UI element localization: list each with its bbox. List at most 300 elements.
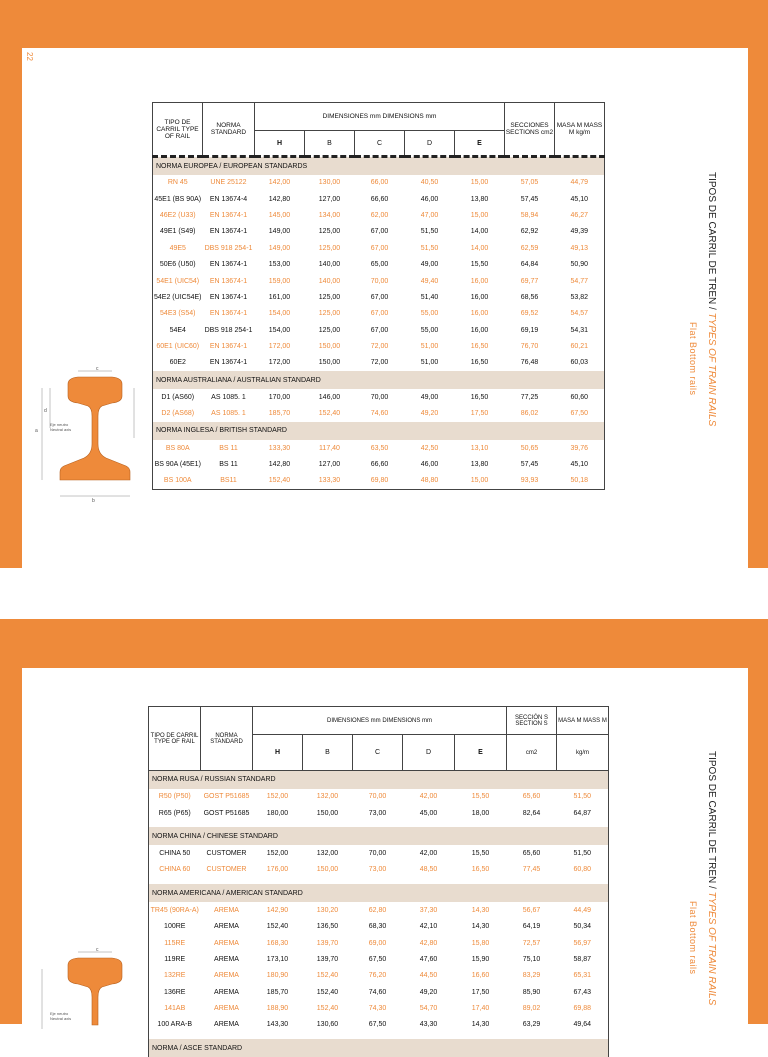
dim-d-cell: 54,70	[419, 1005, 438, 1013]
rail-type-cell: 136RE	[149, 984, 201, 1000]
top-orange-band	[0, 0, 768, 48]
dim-e-cell: 15,80	[471, 939, 490, 947]
mass-cell: 60,21	[555, 338, 605, 354]
mass-cell: 46,27	[555, 207, 605, 223]
dim-b-cell: 127,00	[318, 461, 341, 469]
table-row	[153, 207, 605, 223]
dim-e-cell: 18,00	[471, 809, 490, 817]
dim-c-cell: 62,00	[370, 211, 389, 219]
section-header-row	[153, 371, 605, 389]
rail-type-cell: D2 (AS68)	[153, 406, 203, 422]
rail-type-cell: 50E6 (U50)	[153, 256, 203, 272]
dim-e-cell: 17,40	[471, 1005, 490, 1013]
dim-c-cell: 66,60	[370, 195, 389, 203]
table-row	[153, 440, 605, 456]
standard-cell: AREMA	[214, 906, 239, 914]
dim-e-cell: 14,30	[471, 1021, 490, 1029]
section-area-cell: 58,94	[520, 211, 539, 219]
dim-d-cell: 49,20	[419, 988, 438, 996]
dim-c-cell: 67,50	[368, 1021, 387, 1029]
rail-type-cell: 60E1 (UIC60)	[153, 338, 203, 354]
dim-c-cell: 70,00	[370, 393, 389, 401]
section-title: NORMA AUSTRALIANA / AUSTRALIAN STANDARD	[153, 371, 605, 389]
mass-cell: 67,50	[555, 406, 605, 422]
dim-c-cell: 69,00	[368, 939, 387, 947]
header-col-b: B	[303, 735, 353, 771]
section-area-cell: 63,29	[522, 1021, 541, 1029]
table-row	[149, 845, 609, 861]
mass-cell: 69,88	[557, 1000, 609, 1016]
dim-h-cell: 152,40	[266, 923, 289, 931]
dim-h-cell: 142,90	[266, 906, 289, 914]
dim-c-cell: 74,60	[370, 410, 389, 418]
dim-d-cell: 42,00	[419, 793, 438, 801]
dim-b-cell: 125,00	[318, 326, 341, 334]
table-row	[153, 224, 605, 240]
left-orange-band	[0, 619, 22, 1024]
mass-cell: 45,10	[555, 191, 605, 207]
dim-h-cell: 176,00	[266, 866, 289, 874]
rail-type-cell: BS 100A	[153, 473, 203, 489]
mass-cell: 53,82	[555, 289, 605, 305]
standard-cell: CUSTOMER	[206, 866, 247, 874]
rail-type-cell: 54E1 (UIC54)	[153, 273, 203, 289]
header-secciones: SECCIÓN S SECTION S	[507, 707, 557, 735]
section-area-cell: 76,70	[520, 343, 539, 351]
section-area-cell: 69,19	[520, 326, 539, 334]
header-col-h: H	[255, 131, 305, 157]
left-orange-band	[0, 0, 22, 568]
dim-h-cell: 142,80	[268, 195, 291, 203]
dim-c-cell: 69,80	[355, 473, 405, 489]
dim-d-cell: 42,80	[419, 939, 438, 947]
dim-h-cell: 154,00	[268, 310, 291, 318]
section-area-cell: 77,45	[522, 866, 541, 874]
table-row	[153, 473, 605, 489]
header-norma: NORMA STANDARD	[201, 707, 253, 771]
standard-cell: UNE 25122	[210, 179, 247, 187]
dim-h-cell: 143,30	[266, 1021, 289, 1029]
section-header-row	[149, 1039, 609, 1057]
rail-type-cell: RN 45	[153, 175, 203, 191]
dim-d-cell: 49,20	[420, 410, 439, 418]
rail-type-cell: BS 80A	[153, 440, 203, 456]
mass-cell: 60,03	[555, 355, 605, 371]
dim-b-cell: 133,30	[305, 473, 355, 489]
table-row	[149, 935, 609, 951]
svg-text:b: b	[92, 498, 95, 504]
title-italic: TYPES OF TRAIN RAILS	[706, 312, 717, 427]
dim-c-cell: 67,00	[370, 326, 389, 334]
mass-cell: 54,31	[555, 322, 605, 338]
page-number: 22	[25, 52, 34, 61]
mass-cell: 50,90	[555, 256, 605, 272]
rail-type-cell: 119RE	[149, 951, 201, 967]
table-row	[153, 322, 605, 338]
rail-profile-diagram	[30, 368, 150, 508]
mass-cell: 39,76	[555, 440, 605, 456]
rail-type-cell: R65 (P65)	[149, 805, 201, 821]
rail-type-cell: 46E2 (U33)	[153, 207, 203, 223]
dim-b-cell: 139,70	[316, 955, 339, 963]
dim-e-cell: 13,80	[470, 195, 489, 203]
svg-text:a: a	[35, 428, 38, 434]
rail-table-2	[148, 706, 609, 1057]
header-sec-unit: cm2	[507, 735, 557, 771]
table-row	[153, 256, 605, 272]
section-area-cell: 86,02	[520, 410, 539, 418]
mass-cell: 64,87	[557, 805, 609, 821]
table-row	[149, 1000, 609, 1016]
dim-e-cell: 16,50	[470, 359, 489, 367]
dim-d-cell: 42,50	[420, 444, 439, 452]
mass-cell: 56,97	[557, 935, 609, 951]
header-col-c: C	[353, 735, 403, 771]
table-row	[149, 805, 609, 821]
table-row	[153, 406, 605, 422]
table-row	[153, 338, 605, 354]
dim-e-cell: 17,50	[471, 988, 490, 996]
header-col-b: B	[305, 131, 355, 157]
table-row	[149, 968, 609, 984]
standard-cell: EN 13674-1	[209, 261, 248, 269]
rail-type-cell: CHINA 60	[149, 862, 201, 878]
rail-type-cell: D1 (AS60)	[153, 389, 203, 405]
svg-text:Eje neutro: Eje neutro	[50, 1011, 69, 1016]
dim-d-cell: 48,50	[419, 866, 438, 874]
rail-type-cell: 54E2 (UIC54E)	[153, 289, 203, 305]
dim-h-cell: 172,00	[268, 343, 291, 351]
table-row	[149, 862, 609, 878]
mass-cell: 51,50	[557, 789, 609, 805]
section-area-cell: 83,29	[522, 972, 541, 980]
dim-c-cell: 73,00	[368, 809, 387, 817]
rail-profile-diagram	[30, 949, 150, 1029]
title-main: TIPOS DE CARRIL DE TREN /	[706, 751, 717, 892]
mass-cell: 67,43	[557, 984, 609, 1000]
mass-cell: 50,18	[555, 473, 605, 489]
dim-c-cell: 70,00	[368, 849, 387, 857]
title-main: TIPOS DE CARRIL DE TREN /	[706, 172, 717, 313]
standard-cell: GOST P51685	[203, 809, 250, 817]
dim-e-cell: 14,30	[471, 923, 490, 931]
dim-b-cell: 132,00	[316, 849, 339, 857]
dim-d-cell: 44,50	[419, 972, 438, 980]
standard-cell: DBS 918 254-1	[204, 326, 253, 334]
standard-cell: AREMA	[214, 955, 239, 963]
rail-type-cell: 132RE	[149, 968, 201, 984]
svg-text:c: c	[96, 366, 99, 372]
section-header-row	[149, 827, 609, 845]
standard-cell: EN 13674-4	[209, 195, 248, 203]
section-header-row	[149, 771, 609, 789]
dim-e-cell: 14,00	[470, 244, 489, 252]
dim-h-cell: 170,00	[268, 393, 291, 401]
standard-cell: AREMA	[214, 939, 239, 947]
header-secciones: SECCIONES SECTIONS cm2	[505, 103, 555, 157]
dim-e-cell: 17,50	[470, 410, 489, 418]
dim-h-cell: 142,00	[268, 179, 291, 187]
table-row	[149, 951, 609, 967]
dim-d-cell: 48,80	[405, 473, 455, 489]
standard-cell: AREMA	[214, 923, 239, 931]
dim-h-cell: 133,30	[268, 444, 291, 452]
section-title: NORMA EUROPEA / EUROPEAN STANDARDS	[153, 157, 605, 175]
dim-h-cell: 152,00	[266, 793, 289, 801]
dim-c-cell: 68,30	[368, 923, 387, 931]
dim-e-cell: 16,00	[470, 310, 489, 318]
dim-e-cell: 15,00	[455, 473, 505, 489]
dim-h-cell: 142,80	[268, 461, 291, 469]
standard-cell: BS 11	[219, 461, 238, 469]
rail-type-cell: R50 (P50)	[149, 789, 201, 805]
dim-b-cell: 152,40	[316, 1005, 339, 1013]
page-title	[706, 751, 717, 1005]
dim-e-cell: 16,50	[470, 343, 489, 351]
section-area-cell: 76,48	[520, 359, 539, 367]
dim-d-cell: 45,00	[419, 809, 438, 817]
dim-b-cell: 150,00	[318, 343, 341, 351]
standard-cell: AREMA	[214, 972, 239, 980]
dim-e-cell: 16,50	[470, 393, 489, 401]
dim-d-cell: 37,30	[419, 906, 438, 914]
header-col-e: E	[455, 131, 505, 157]
dim-b-cell: 130,20	[316, 906, 339, 914]
dim-h-cell: 185,70	[266, 988, 289, 996]
dim-h-cell: 153,00	[268, 261, 291, 269]
dim-c-cell: 70,00	[370, 277, 389, 285]
header-col-c: C	[355, 131, 405, 157]
rail-type-cell: 49E1 (S49)	[153, 224, 203, 240]
dim-e-cell: 15,90	[471, 955, 490, 963]
dim-e-cell: 13,80	[470, 461, 489, 469]
header-col-d: D	[403, 735, 455, 771]
section-area-cell: 68,56	[520, 293, 539, 301]
section-title: NORMA CHINA / CHINESE STANDARD	[149, 827, 609, 845]
header-dimensiones: DIMENSIONES mm DIMENSIONS mm	[255, 103, 505, 131]
table-row	[153, 355, 605, 371]
page-title	[706, 172, 717, 426]
dim-e-cell: 13,10	[470, 444, 489, 452]
dim-e-cell: 15,50	[470, 261, 489, 269]
table-row	[153, 289, 605, 305]
standard-cell: EN 13674-1	[209, 211, 248, 219]
table-row	[153, 456, 605, 472]
dim-d-cell: 51,00	[420, 343, 439, 351]
standard-cell: EN 13674-1	[209, 293, 248, 301]
standard-cell: DBS 918 254-1	[204, 244, 253, 252]
dim-h-cell: 152,00	[266, 849, 289, 857]
mass-cell: 44,79	[555, 175, 605, 191]
dim-d-cell: 43,30	[419, 1021, 438, 1029]
section-area-cell: 77,25	[520, 393, 539, 401]
dim-h-cell: 161,00	[268, 293, 291, 301]
mass-cell: 65,31	[557, 968, 609, 984]
dim-b-cell: 140,00	[318, 277, 341, 285]
dim-b-cell: 152,40	[316, 988, 339, 996]
dim-d-cell: 47,60	[419, 955, 438, 963]
mass-cell: 58,87	[557, 951, 609, 967]
dim-h-cell: 159,00	[268, 277, 291, 285]
mass-cell: 49,39	[555, 224, 605, 240]
right-orange-band	[748, 619, 768, 1024]
dim-d-cell: 46,00	[420, 195, 439, 203]
dim-b-cell: 127,00	[318, 195, 341, 203]
table-row	[149, 918, 609, 934]
dim-e-cell: 15,00	[470, 211, 489, 219]
header-masa-unit: kg/m	[557, 735, 609, 771]
dim-b-cell: 125,00	[318, 244, 341, 252]
standard-cell: EN 13674-1	[209, 343, 248, 351]
standard-cell: AREMA	[214, 1005, 239, 1013]
dim-h-cell: 152,40	[255, 473, 305, 489]
dim-h-cell: 149,00	[268, 228, 291, 236]
table-row	[153, 240, 605, 256]
dim-b-cell: 117,40	[319, 444, 340, 452]
mass-cell: 50,34	[557, 918, 609, 934]
dim-d-cell: 40,50	[420, 179, 439, 187]
section-area-cell: 57,45	[520, 461, 539, 469]
dim-c-cell: 67,00	[370, 310, 389, 318]
mass-cell: 49,13	[555, 240, 605, 256]
dim-d-cell: 46,00	[420, 461, 439, 469]
section-header-row	[149, 884, 609, 902]
dim-e-cell: 16,60	[471, 972, 490, 980]
standard-cell: CUSTOMER	[206, 849, 247, 857]
mass-cell: 45,10	[555, 456, 605, 472]
header-norma: NORMA STANDARD	[203, 103, 255, 157]
dim-b-cell: 130,00	[318, 179, 341, 187]
standard-cell: BS11	[203, 473, 255, 489]
svg-text:c: c	[96, 947, 99, 953]
header-masa: MASA M MASS M kg/m	[555, 103, 605, 157]
table-row	[153, 389, 605, 405]
section-area-cell: 89,02	[522, 1005, 541, 1013]
dim-b-cell: 146,00	[318, 393, 341, 401]
dim-e-cell: 14,00	[470, 228, 489, 236]
section-area-cell: 64,19	[522, 923, 541, 931]
right-orange-band	[748, 0, 768, 568]
dim-b-cell: 125,00	[318, 293, 341, 301]
dim-c-cell: 63,50	[370, 444, 389, 452]
dim-c-cell: 66,60	[370, 461, 389, 469]
mass-cell: 54,57	[555, 306, 605, 322]
dim-b-cell: 152,40	[318, 410, 341, 418]
table-row	[153, 273, 605, 289]
svg-text:d: d	[44, 408, 47, 414]
section-area-cell: 93,93	[505, 473, 555, 489]
dim-d-cell: 49,00	[420, 261, 439, 269]
standard-cell: EN 13674-1	[209, 277, 248, 285]
section-title: NORMA / ASCE STANDARD	[149, 1039, 609, 1057]
mass-cell: 60,80	[557, 862, 609, 878]
section-area-cell: 62,92	[520, 228, 539, 236]
dim-b-cell: 150,00	[316, 809, 339, 817]
section-area-cell: 65,60	[522, 793, 541, 801]
dim-b-cell: 150,00	[316, 866, 339, 874]
dim-d-cell: 51,50	[420, 244, 439, 252]
catalog-page-2	[0, 619, 768, 1052]
dim-d-cell: 51,40	[420, 293, 439, 301]
section-area-cell: 62,59	[520, 244, 539, 252]
dim-c-cell: 62,80	[368, 906, 387, 914]
standard-cell: EN 13674-1	[209, 228, 248, 236]
standard-cell: AREMA	[214, 1021, 239, 1029]
section-area-cell: 50,65	[520, 444, 539, 452]
svg-text:Neutral axis: Neutral axis	[50, 1016, 72, 1021]
svg-text:Neutral axis: Neutral axis	[50, 427, 72, 432]
dim-b-cell: 152,40	[316, 972, 339, 980]
section-area-cell: 65,60	[522, 849, 541, 857]
dim-c-cell: 72,00	[370, 359, 389, 367]
rail-type-cell: BS 90A (45E1)	[153, 456, 203, 472]
section-header-row	[153, 422, 605, 440]
dim-c-cell: 67,00	[370, 244, 389, 252]
rail-type-cell: TR45 (90RA-A)	[149, 902, 201, 918]
rail-type-cell: 45E1 (BS 90A)	[153, 191, 203, 207]
dim-h-cell: 180,00	[266, 809, 289, 817]
dim-e-cell: 15,50	[471, 793, 490, 801]
section-area-cell: 64,84	[520, 261, 539, 269]
dim-d-cell: 49,00	[420, 393, 439, 401]
header-tipo: TIPO DE CARRIL TYPE OF RAIL	[153, 103, 203, 157]
dim-c-cell: 74,60	[368, 988, 387, 996]
table-row	[153, 175, 605, 191]
dim-c-cell: 76,20	[368, 972, 387, 980]
dim-c-cell: 67,50	[368, 955, 387, 963]
dim-d-cell: 49,40	[420, 277, 439, 285]
section-area-cell: 72,57	[522, 939, 541, 947]
standard-cell: AS 1085. 1	[211, 393, 246, 401]
rail-type-cell: 141AB	[149, 1000, 201, 1016]
standard-cell: AS 1085. 1	[211, 410, 246, 418]
dim-d-cell: 42,10	[419, 923, 438, 931]
section-area-cell: 85,90	[522, 988, 541, 996]
section-title: NORMA RUSA / RUSSIAN STANDARD	[149, 771, 609, 789]
header-col-d: D	[405, 131, 455, 157]
section-area-cell: 75,10	[522, 955, 541, 963]
dim-b-cell: 130,60	[316, 1021, 339, 1029]
dim-h-cell: 172,00	[268, 359, 291, 367]
dim-h-cell: 173,10	[266, 955, 289, 963]
section-title: NORMA AMERICANA / AMERICAN STANDARD	[149, 884, 609, 902]
dim-b-cell: 125,00	[318, 310, 341, 318]
table-row	[149, 1017, 609, 1033]
rail-type-cell: 100RE	[149, 918, 201, 934]
title-italic: TYPES OF TRAIN RAILS	[706, 891, 717, 1006]
dim-c-cell: 70,00	[368, 793, 387, 801]
dim-d-cell: 47,00	[420, 211, 439, 219]
dim-b-cell: 132,00	[316, 793, 339, 801]
dim-d-cell: 55,00	[420, 326, 439, 334]
standard-cell: GOST P51685	[203, 793, 250, 801]
dim-h-cell: 145,00	[268, 211, 291, 219]
dim-e-cell: 14,30	[471, 906, 490, 914]
dim-h-cell: 149,00	[268, 244, 291, 252]
mass-cell: 49,64	[557, 1017, 609, 1033]
dim-e-cell: 16,00	[470, 293, 489, 301]
standard-cell: EN 13674-1	[209, 359, 248, 367]
dim-h-cell: 168,30	[266, 939, 289, 947]
header-col-h: H	[253, 735, 303, 771]
dim-b-cell: 125,00	[318, 228, 341, 236]
table-row	[153, 191, 605, 207]
standard-cell: AREMA	[214, 988, 239, 996]
dim-d-cell: 42,00	[419, 849, 438, 857]
mass-cell: 44,49	[557, 902, 609, 918]
dim-b-cell: 139,70	[316, 939, 339, 947]
dim-c-cell: 73,00	[368, 866, 387, 874]
